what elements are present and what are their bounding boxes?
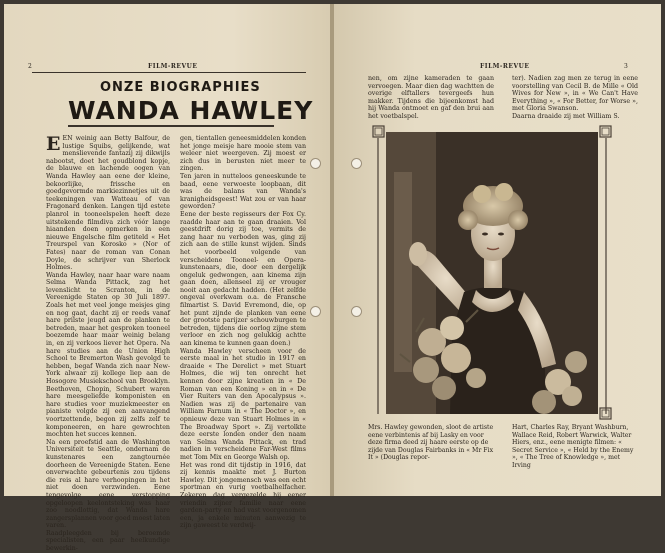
bottom-column-1: Mrs. Hawley gewonden, sloot de artiste eene verbintenis af bij Lasky en voor deze firma deed zij haare eerste op de zijde van Douglas Fairbanks in « Mr Fix It » (Douglas repor-	[368, 424, 494, 462]
punch-hole-left-bottom	[310, 306, 321, 317]
article-title: WANDA HAWLEY	[68, 96, 314, 125]
section-title: ONZE BIOGRAPHIES	[100, 80, 261, 95]
portrait-illustration	[386, 132, 598, 414]
left-page	[4, 4, 330, 553]
continued-column-2: ter). Nadien zag men ze terug in eene voorstelling van Cecil B. de Mille « Old Wives for New », in « We Can't Have Everything », « For Better, for Worse », met Gloria Swanson. Daarna draaide zij met William S.	[512, 75, 638, 120]
page-number-left: 2	[28, 63, 32, 70]
article-column-1	[46, 133, 170, 553]
article-column-2: gen, tientallen geneesmiddelen konden het jonge meisje hare mooie stem van weleer niet weergeven. Zij moest er zich dus in berusten niet meer te zingen. Ten jaren in nutteloos geneeskunde te baad, eene verwoeste loopbaan, dit was de balans van Wanda's kranigheidsgeest! Wat zou er van haar geworden? Eene der beste regisseurs der Fox Cy. raadde haar aan te gaan draaien. Vol geestdrift dorig zij toe, vermits de zang haar nu verboden was, ging zij zich aan de stille kunst wijden. Sinds het voorbeeld volgende van verscheidene Tooneel- en Opera-kunstenaars, die, door een dergelijk ongeluk gedwongen, aan kinema zijn gaan doen, allenseel zij er vrouger nooit aan gedacht hadden. (Het zelfde ongeval overkwam o.a. de Fransche filmartist S. David Evremond, die, op het punt zijnde de planken van eene der grootste parijzer schouwburgen te betreden, tijdens die oorlog zijne stem verloor en zich nog gelukkig achtte aan kinema te kunnen gaan doen.) Wanda Hawley verscheen voor de eerste maal in het studio in 1917 en draaide « The Derelict » met Stuart Holmes, die wij ten onrecht het kennen door zijne kreatien in « De Roman van een Koning » en in « De Vier Ruiters van den Apocalypsus ». Nadien was zij de partenaire van William Farnum in « The Doctor », en opnieuw deze van Stuart Holmes in « The Broadway Sport ». Zij vertolkte deze eerste londen onder den naam van Selma Wanda Pittack, en trad nadien in verscheidene Far-West films met Tom Mix en George Walsh op. Het was rond dit tijdstip in 1916, dat zij kennis maakte met J. Burton Hawley. Dit jongemensch was een echt sportman en vurig voetbalhelfacher. Zekeren dag vergezelde hij eener vriendin zijner familie naar eene garden-party en had vast voorgenomen een, ja enkele minuten aanwezig te zijn gaweest te verdwij-	[180, 135, 306, 530]
running-head-left: FILM-REVUE	[148, 63, 198, 70]
punch-hole-right-top	[351, 158, 362, 169]
page-number-right: 3	[624, 63, 628, 70]
running-head-right: FILM-REVUE	[480, 63, 530, 70]
punch-hole-left-top	[310, 158, 321, 169]
continued-column-1: nen, om zijne kameraden te gaan vervoegen. Maar dien dag wachtten de overige elftallers tevergeefs hun makker. Tijdens die bijeenkomst had hij Wanda ontmoet en gaf den brui aan het voetbalspel.	[368, 75, 494, 120]
drop-cap: E	[46, 133, 61, 155]
photo-frame	[372, 124, 612, 422]
article-column-1-text: EN weinig aan Betty Balfour, de lustige Squibs, gelijkende, wat menslievende fantazij zij dikwijls nabootst, doet het goudblond kopje, de blauwe en lachende oogen van Wanda Hawley aan eene der kleine, bekoorlijke, frissche en goedgevormde markiezinnetjes uit de teekeningen van Watteau of van Fragonard denken. Langen tijd estete planrol in tooneelspelen heeft deze uitstekende filmdiva zich vóór lange hiaanden doen opmerken in een nieuwe Engelsche film getiteld « Het Treurspel van Korosko » (Nor of Fates) naar de roman van Conan Doyle, de schrijver van Sherlock Holmes. Wanda Hawley, naar haar ware naam Selma Wanda Pittack, zag het levenslicht te Scranton, in de Vereenigde Staten op 30 Juli 1897. Zoals het met veel jonge meisjes ging en nog gaat, dacht zij er reeds vanaf hare prilste jeugd aan de planken te betreden, maar het gesproken tooneel boezemde haar maar weinig belang in, en zij verkoos liever het Opera. Na hare studies aan de Union High School te Bremerton Wash gevolgd te hebben, begaf Wanda zich naar New-York alwaar zij kollege liep aan de Hosogore Musiekschool van Brooklyn. Beethoven, Chopin, Schubert waren hare meesgeliefde komponisten en hare studies voor muziekmeester en pianiste volgde zij een aanvangend voortzettende, begon zij zelfs zelf te komponeeren, en hare gewrochten mochten het succes kennen. Na een proefstid aan de Washington Universiteit te Seattle, ondernam de kunstenares een zangtournée doorheen de Vereenigde Staten. Eene onverwachte gebeurtenis zou tijdens die reis al hare verhoopingen in het niet doen verzwinden. Eene tengevolge eene verstopping opgeloopen keelontsteking was haar zoo noodlottig, dat Wanda hare zangersplannen voor goed moest laten varen. Raadpleegden bij beroemde specialisten, een paar heelkundige bewerkin-	[46, 135, 170, 553]
header-rule-left	[32, 72, 306, 73]
punch-hole-right-bottom	[351, 306, 362, 317]
magazine-spread	[4, 4, 661, 553]
bottom-column-2: Hart, Charles Ray, Bryant Washburn, Wallace Reid, Robert Warwick, Walter Hiers, enz., eene menigte filmen: « Secret Service », « Held by the Enemy », « The Tree of Knowledge », met Irving	[512, 424, 634, 469]
portrait-photo	[386, 132, 598, 414]
title-underline	[68, 125, 274, 127]
